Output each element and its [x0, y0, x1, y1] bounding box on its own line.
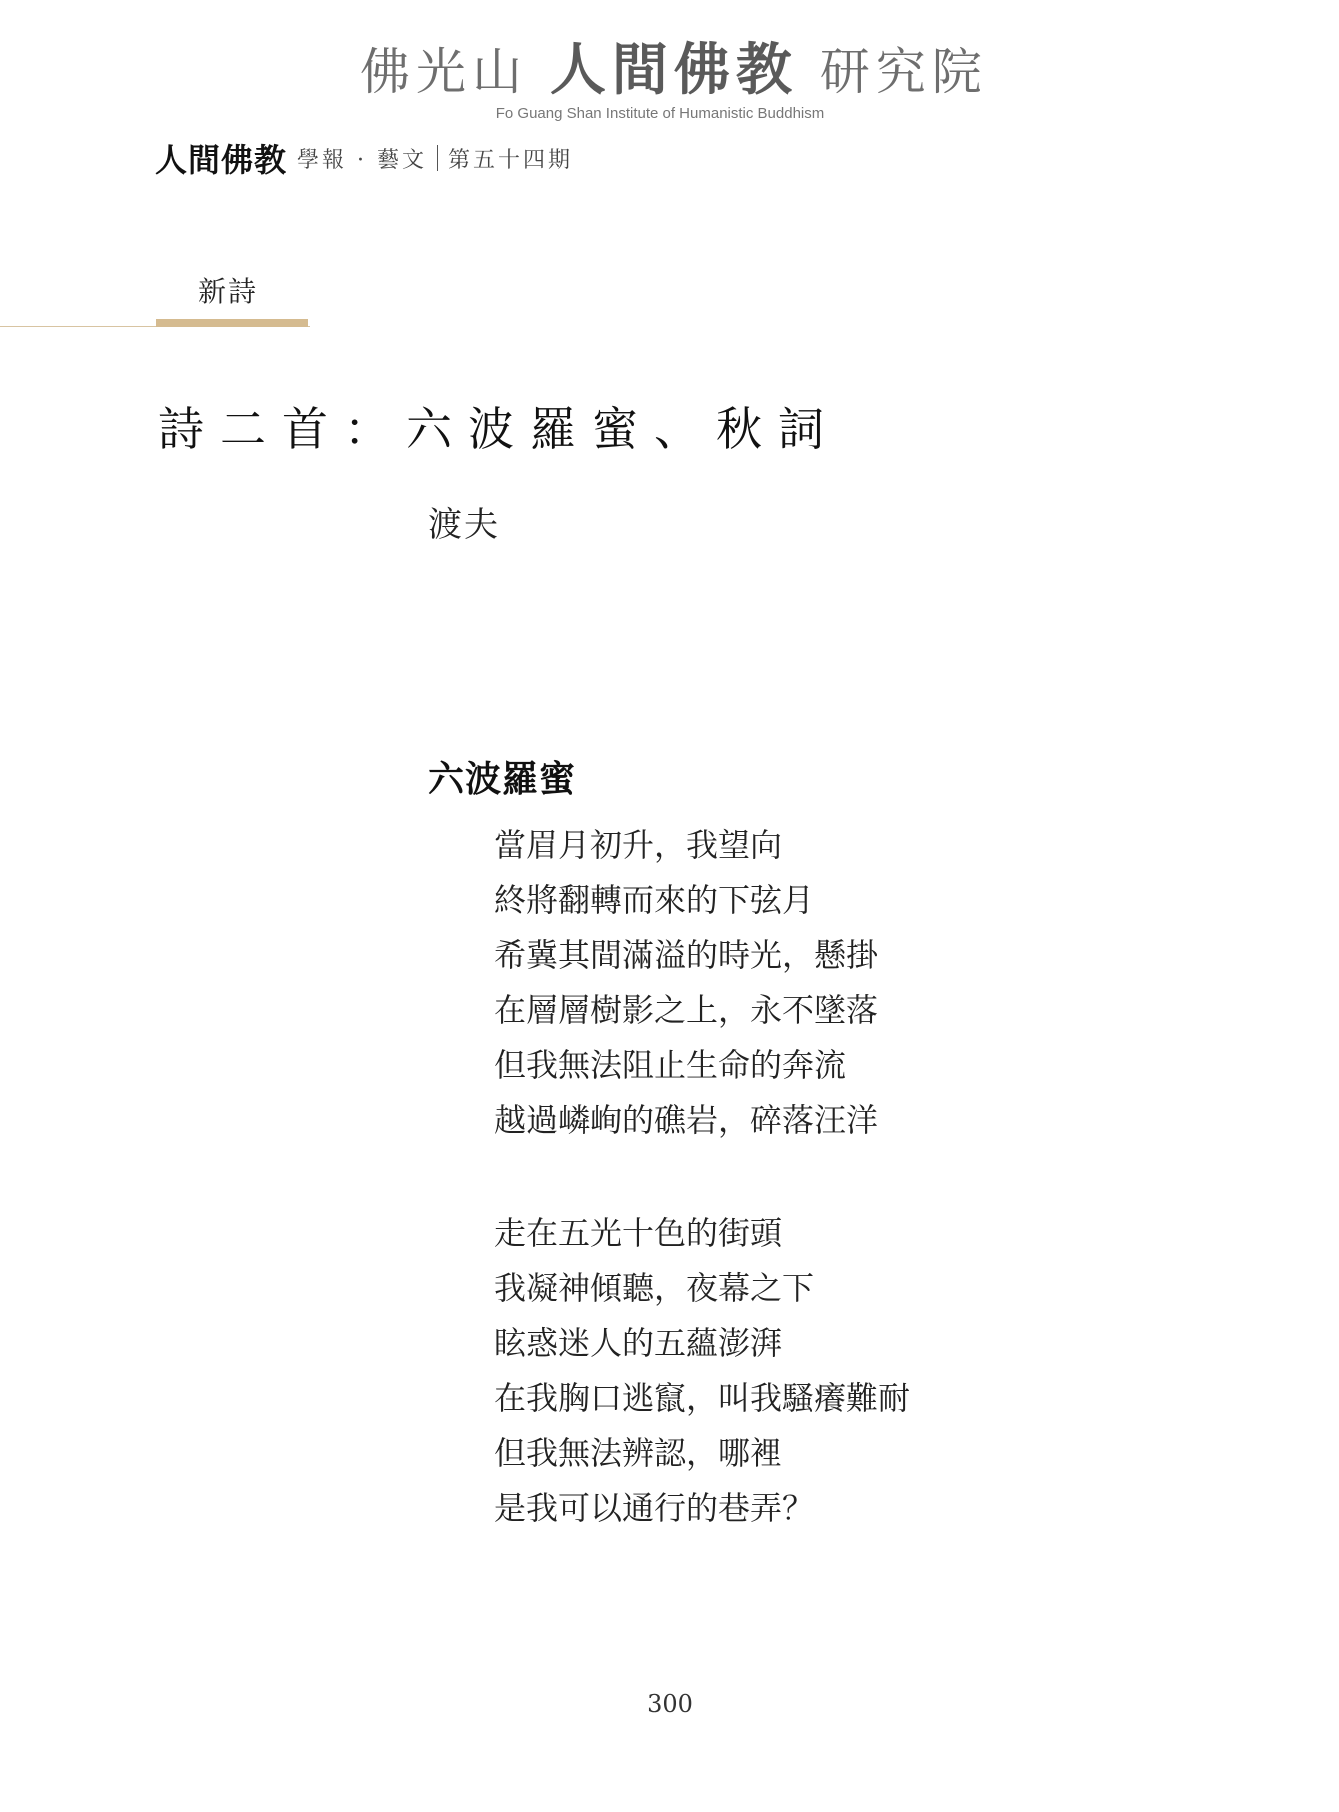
journal-separator [437, 145, 438, 171]
journal-header [155, 138, 573, 178]
poem-stanza [494, 818, 878, 1148]
institute-english-name: Fo Guang Shan Institute of Humanistic Buddhism [495, 105, 825, 122]
article-author: 渡夫 [428, 505, 500, 545]
poem-stanza [494, 1206, 910, 1536]
article-title: 詩二首：六波羅蜜、秋詞 [158, 402, 840, 456]
poem-line: 我凝神傾聽，夜幕之下 [494, 1270, 815, 1306]
section-accent-bar [156, 319, 308, 327]
poem-line: 但我無法辨認，哪裡 [494, 1435, 783, 1471]
poem-heading: 六波羅蜜 [428, 758, 577, 800]
poem-line: 是我可以通行的巷弄？ [494, 1490, 815, 1526]
page-number: 300 [647, 1690, 693, 1718]
journal-issue: 第五十四期 [448, 147, 574, 173]
journal-logo: 人間佛教 [155, 141, 288, 179]
poem-line: 但我無法阻止生命的奔流 [494, 1047, 847, 1083]
institute-brand: 人間佛教 [549, 37, 798, 103]
poem-line: 希冀其間滿溢的時光，懸掛 [494, 937, 879, 973]
poem-line: 終將翻轉而來的下弦月 [494, 882, 815, 918]
journal-name: 學報 · 藝文 [297, 147, 427, 173]
poem-line: 走在五光十色的街頭 [494, 1215, 783, 1251]
section-label: 新詩 [198, 275, 259, 308]
institute-suffix: 研究院 [819, 43, 988, 101]
poem-line: 在我胸口逃竄，叫我騷癢難耐 [494, 1380, 911, 1416]
poem-line: 在層層樹影之上，永不墜落 [494, 992, 879, 1028]
institute-prefix: 佛光山 [360, 43, 528, 101]
poem-line: 眩惑迷人的五蘊澎湃 [494, 1325, 783, 1361]
poem-line: 當眉月初升，我望向 [494, 827, 783, 863]
institute-title [360, 37, 988, 103]
poem-line: 越過嶙峋的礁岩，碎落汪洋 [494, 1102, 879, 1138]
